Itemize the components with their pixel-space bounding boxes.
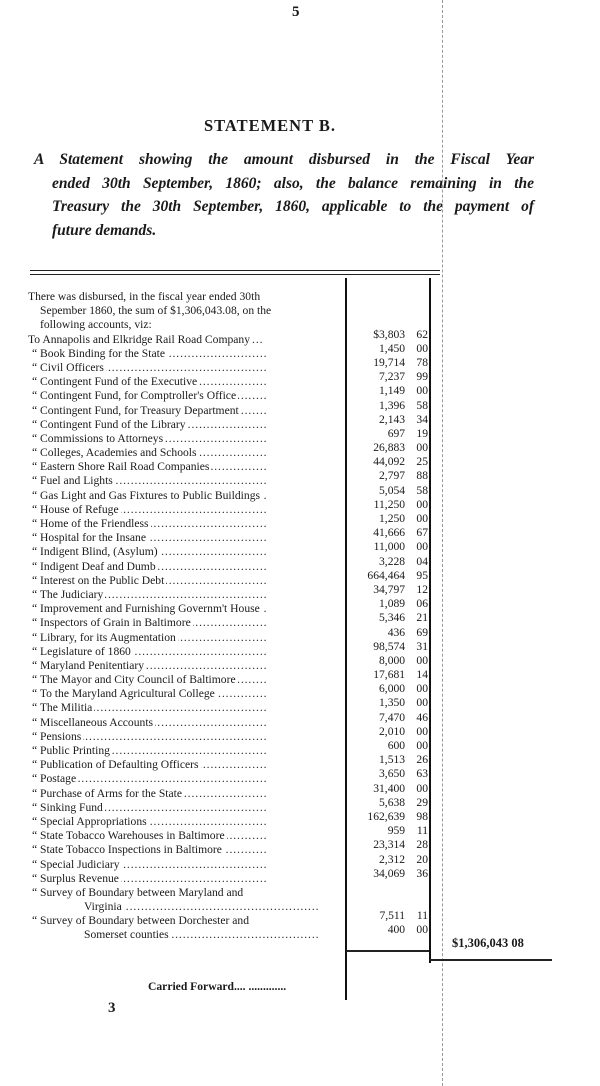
- item-label: [32, 787, 348, 801]
- item-label: [32, 914, 348, 928]
- amount: [344, 682, 428, 696]
- amount-dollars: 11,000: [373, 540, 406, 554]
- amount: [344, 342, 428, 356]
- amount-cents: 06: [416, 597, 428, 611]
- item-label: [32, 772, 348, 786]
- disbursement-table: [28, 290, 428, 943]
- item-label-continuation: [84, 928, 344, 942]
- amount-dollars: 98,574: [373, 639, 406, 653]
- item-label-text: “ State Tobacco Warehouses in Baltimore: [32, 829, 225, 843]
- amount: [344, 555, 428, 569]
- item-label-text: To Annapolis and Elkridge Rail Road Company: [28, 332, 251, 346]
- amount-cents: 28: [416, 838, 428, 852]
- amount-dollars: 34,069: [373, 866, 406, 880]
- carried-forward-label: Carried Forward: [148, 980, 234, 993]
- item-label-text: Virginia: [84, 900, 122, 914]
- item-label: [32, 531, 348, 545]
- preamble-text: following accounts, viz:: [40, 318, 152, 332]
- amount: [344, 753, 428, 767]
- item-label-text: “ To the Maryland Agricultural College: [32, 687, 215, 701]
- amount: [344, 824, 428, 838]
- item-label: [28, 333, 344, 347]
- amount: [344, 484, 428, 498]
- table-row-continuation: [28, 923, 428, 942]
- item-label-text: “ Hospital for the Insane: [32, 531, 146, 545]
- amount-dollars: 5,638: [379, 795, 406, 809]
- item-label-text: “ Purchase of Arms for the State: [32, 786, 183, 800]
- amount-cents: 25: [416, 455, 428, 469]
- amount-dollars: 1,250: [379, 512, 406, 525]
- amount-cents: 00: [416, 653, 428, 667]
- amount-cents: 88: [416, 469, 428, 483]
- amount-cents: 00: [416, 781, 428, 795]
- amount-dollars: 19,714: [373, 355, 406, 369]
- item-label-text: “ Contingent Fund of the Executive: [32, 375, 198, 389]
- amount: [344, 611, 428, 625]
- item-label-text: “ State Tobacco Inspections in Baltimore: [32, 843, 222, 857]
- amount: [344, 711, 428, 725]
- amount-dollars: 2,143: [379, 412, 406, 426]
- amount: [344, 739, 428, 753]
- amount: [344, 796, 428, 810]
- amount-dollars: 41,666: [373, 526, 406, 540]
- item-label: [32, 489, 348, 503]
- amount-cents: 31: [416, 639, 428, 653]
- item-label: [32, 602, 348, 616]
- amount-dollars: 3,650: [379, 767, 406, 781]
- item-label: [32, 545, 348, 559]
- item-label-text: “ Contingent Fund, for Treasury Department: [32, 403, 239, 417]
- item-label: [32, 560, 348, 574]
- item-label-text: “ Special Appropriations: [32, 814, 147, 828]
- amount-cents: 00: [416, 497, 428, 511]
- amount-dollars: 6,000: [379, 682, 406, 696]
- amount: [344, 427, 428, 441]
- amount: [344, 399, 428, 413]
- amount-cents: 00: [416, 923, 428, 937]
- description-line: future demands.: [52, 221, 157, 239]
- amount-cents: 99: [416, 370, 428, 384]
- amount-cents: 11: [416, 909, 428, 923]
- item-label-text: “ Civil Officers: [32, 360, 104, 374]
- item-label-text: “ Contingent Fund, for Comptroller's Office: [32, 389, 237, 403]
- amount-cents: 62: [416, 327, 428, 341]
- description-line: Treasury the 30th September, 1860, applicable to the payment of: [52, 198, 534, 215]
- item-label-text: “ Fuel and Lights: [32, 474, 113, 488]
- item-label-text: “ Contingent Fund of the Library: [32, 417, 186, 431]
- amount-dollars: 436: [387, 625, 406, 639]
- item-label: [32, 616, 348, 630]
- item-label: [32, 460, 348, 474]
- item-label-text: “ Pensions: [32, 729, 82, 743]
- amount-cents: 58: [416, 483, 428, 497]
- amount-dollars: 7,511: [379, 909, 406, 923]
- item-label: [32, 730, 348, 744]
- item-label-text: “ Gas Light and Gas Fixtures to Public Buildings: [32, 488, 260, 502]
- amount: [344, 583, 428, 597]
- amount-cents: 69: [416, 625, 428, 639]
- fold-line: [442, 0, 443, 1086]
- description-line: A Statement showing the amount disbursed in the Fiscal Year: [34, 151, 534, 168]
- item-label: [32, 474, 348, 488]
- item-label-text: “ Miscellaneous Accounts: [32, 715, 154, 729]
- amount-dollars: 697: [387, 426, 406, 440]
- item-label: [32, 843, 348, 857]
- item-label-text: “ The Judiciary: [32, 587, 104, 601]
- amount-dollars: 7,470: [379, 710, 406, 724]
- preamble-line: [28, 290, 428, 304]
- amount: [344, 668, 428, 682]
- column-divider: [429, 278, 431, 963]
- amount-dollars: 1,513: [379, 753, 406, 767]
- item-label-text: “ Special Judiciary: [32, 857, 120, 871]
- amount-cents: 00: [416, 441, 428, 455]
- amount-dollars: 31,400: [373, 781, 406, 795]
- amount: [344, 767, 428, 781]
- item-label-text: “ Commissions to Attorneys: [32, 431, 164, 445]
- amount-cents: 00: [416, 512, 428, 525]
- amount-dollars: 11,250: [373, 497, 406, 511]
- item-label-text: “ The Militia: [32, 701, 93, 715]
- item-label-text: “ Maryland Penitentiary: [32, 658, 145, 672]
- amount-cents: 21: [416, 611, 428, 625]
- amount: [344, 853, 428, 867]
- description-line: ended 30th September, 1860; also, the balance remaining in the: [52, 174, 534, 192]
- item-label: [32, 446, 348, 460]
- amount-dollars: 26,883: [373, 441, 406, 455]
- page-number: 5: [292, 4, 300, 20]
- item-label-text: “ Survey of Boundary between Maryland and: [32, 885, 244, 899]
- carried-forward: [148, 980, 286, 993]
- item-label: [32, 574, 348, 588]
- amount: [344, 654, 428, 668]
- item-label-text: “ Home of the Friendless: [32, 517, 149, 530]
- amount-cents: 11: [416, 824, 428, 838]
- amount: [344, 498, 428, 512]
- amount: [344, 540, 428, 554]
- item-label: [32, 389, 348, 403]
- item-label-text: “ The Mayor and City Council of Baltimore: [32, 673, 236, 687]
- amount-dollars: 162,639: [367, 809, 406, 823]
- amount-cents: 19: [416, 426, 428, 440]
- item-label-text: “ House of Refuge: [32, 502, 119, 516]
- amount-cents: 98: [416, 809, 428, 823]
- amount: [344, 626, 428, 640]
- amount-cents: 67: [416, 526, 428, 540]
- amount-cents: 46: [416, 710, 428, 724]
- amount: [344, 441, 428, 455]
- item-label-text: “ Indigent Blind, (Asylum): [32, 545, 158, 559]
- amount-cents: 34: [416, 412, 428, 426]
- amount: [344, 909, 428, 923]
- leader-dots: .... .............: [233, 980, 287, 993]
- amount: [344, 838, 428, 852]
- amount-dollars: 664,464: [367, 568, 406, 582]
- amount-cents: 14: [416, 668, 428, 682]
- item-label: [32, 588, 348, 602]
- amount-dollars: 34,797: [373, 582, 406, 596]
- amount-dollars: 23,314: [373, 838, 406, 852]
- item-label: [32, 701, 348, 715]
- amount: [344, 328, 428, 342]
- amount-cents: 04: [416, 554, 428, 568]
- item-label-text: “ Survey of Boundary between Dorchester and: [32, 914, 249, 928]
- item-label-text: “ Library, for its Augmentation: [32, 630, 176, 644]
- amount: [344, 782, 428, 796]
- amount-dollars: 1,350: [379, 696, 406, 710]
- amount-dollars: 400: [387, 923, 406, 937]
- amount-cents: 95: [416, 568, 428, 582]
- amount-cents: 63: [416, 767, 428, 781]
- item-label: [32, 815, 348, 829]
- amount-dollars: 1,089: [379, 597, 406, 611]
- item-label: [32, 716, 348, 730]
- item-label: [32, 744, 348, 758]
- amount-cents: 00: [416, 384, 428, 398]
- amount: [344, 597, 428, 611]
- amount: [344, 384, 428, 398]
- amount-cents: 00: [416, 682, 428, 696]
- table-row: [28, 886, 428, 900]
- item-label: [32, 517, 348, 531]
- amount-dollars: 8,000: [379, 653, 406, 667]
- item-label: [32, 432, 348, 446]
- amount-dollars: 7,237: [379, 370, 406, 384]
- preamble-line: [28, 304, 428, 318]
- amount-dollars: $3,803: [373, 327, 406, 341]
- statement-title: STATEMENT B.: [203, 116, 337, 135]
- item-label: [32, 503, 348, 517]
- item-label: [32, 659, 348, 673]
- item-label: [32, 645, 348, 659]
- amount-dollars: 2,010: [379, 724, 406, 738]
- item-label-text: “ Improvement and Furnishing Governm't House: [32, 602, 260, 616]
- amount-cents: 20: [416, 852, 428, 866]
- total-rule: [430, 959, 552, 961]
- subtotal-rule: [346, 950, 429, 952]
- item-label: [32, 631, 348, 645]
- item-label: [32, 361, 348, 375]
- item-label: [32, 375, 348, 389]
- amount: [344, 512, 428, 526]
- amount-dollars: 2,312: [379, 852, 406, 866]
- amount-cents: 00: [416, 696, 428, 710]
- amount-dollars: 1,149: [379, 384, 406, 398]
- item-label-text: “ Indigent Deaf and Dumb: [32, 559, 156, 573]
- item-label-text: “ Colleges, Academies and Schools: [32, 446, 197, 460]
- amount-dollars: 1,450: [379, 341, 406, 355]
- preamble-text: There was disbursed, in the fiscal year ended 30th: [28, 290, 261, 303]
- item-label-text: “ Surplus Revenue: [32, 871, 119, 885]
- item-label: [32, 858, 348, 872]
- item-label-text: “ Interest on the Public Debt: [32, 573, 165, 587]
- amount: [344, 413, 428, 427]
- item-label-text: Somerset counties: [84, 928, 169, 942]
- amount: [344, 370, 428, 384]
- amount: [344, 923, 428, 937]
- item-label: [32, 418, 348, 432]
- amount-dollars: 44,092: [373, 455, 406, 469]
- amount-cents: 00: [416, 724, 428, 738]
- amount-dollars: 1,396: [379, 398, 406, 412]
- item-label-text: “ Postage: [32, 772, 77, 786]
- amount-cents: 26: [416, 753, 428, 767]
- table-row: [28, 866, 428, 886]
- item-label-text: “ Eastern Shore Rail Road Companies: [32, 460, 210, 474]
- amount: [344, 640, 428, 654]
- amount: [344, 810, 428, 824]
- total-amount: $1,306,043 08: [452, 936, 524, 950]
- item-label: [32, 886, 348, 900]
- item-label: [32, 801, 348, 815]
- item-label: [32, 758, 348, 772]
- item-label: [32, 673, 348, 687]
- item-label-text: “ Book Binding for the State: [32, 346, 165, 360]
- amount: [344, 696, 428, 710]
- item-label-text: “ Publication of Defaulting Officers: [32, 758, 199, 772]
- amount: [344, 469, 428, 483]
- amount-dollars: 5,346: [379, 611, 406, 625]
- item-label: [32, 687, 348, 701]
- item-label-continuation: [84, 900, 344, 914]
- amount-dollars: 600: [387, 739, 406, 752]
- amount-cents: 12: [416, 582, 428, 596]
- statement-description: [34, 148, 534, 242]
- amount-cents: 29: [416, 795, 428, 809]
- item-label-text: “ Inspectors of Grain in Baltimore: [32, 616, 191, 630]
- amount: [344, 455, 428, 469]
- amount: [344, 569, 428, 583]
- amount-cents: 00: [416, 540, 428, 554]
- amount-dollars: 5,054: [379, 483, 406, 497]
- amount-dollars: 3,228: [379, 554, 406, 568]
- item-label: [32, 829, 348, 843]
- amount-dollars: 959: [387, 824, 406, 838]
- item-label-text: “ Public Printing: [32, 744, 110, 757]
- amount: [344, 867, 428, 881]
- preamble-text: Sepember 1860, the sum of $1,306,043.08, on the: [40, 304, 272, 318]
- amount: [344, 526, 428, 540]
- item-label: [32, 404, 348, 418]
- amount-dollars: 17,681: [373, 668, 406, 682]
- amount-cents: 00: [416, 341, 428, 355]
- amount-dollars: 2,797: [379, 469, 406, 483]
- header-rule: [30, 274, 440, 275]
- item-label: [32, 347, 348, 361]
- amount-cents: 36: [416, 866, 428, 880]
- signature-mark: 3: [108, 1000, 116, 1016]
- amount-cents: 00: [416, 739, 428, 752]
- item-label: [32, 872, 348, 886]
- amount-cents: 58: [416, 398, 428, 412]
- amount: [344, 725, 428, 739]
- header-rule: [30, 270, 440, 271]
- item-label-text: “ Sinking Fund: [32, 800, 103, 814]
- item-label-text: “ Legislature of 1860: [32, 644, 131, 658]
- amount-cents: 78: [416, 355, 428, 369]
- amount: [344, 356, 428, 370]
